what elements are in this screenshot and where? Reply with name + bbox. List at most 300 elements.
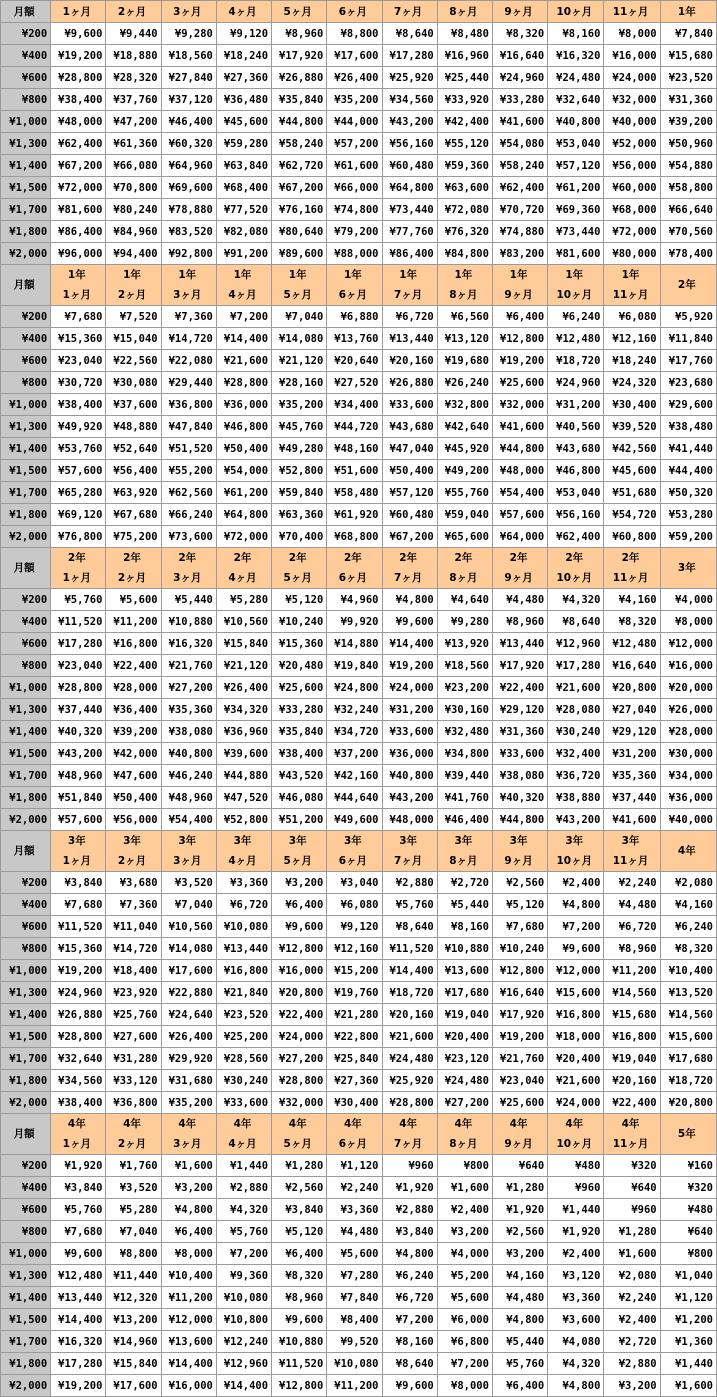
period-header (548, 265, 604, 306)
table-cell: ¥6,720 (382, 1287, 437, 1309)
table-cell: ¥1,600 (604, 1243, 660, 1265)
period-header-line: 3年 (67, 835, 86, 847)
table-row (1, 504, 717, 526)
period-header-line: 2ヶ月 (117, 5, 147, 18)
table-cell: ¥24,320 (604, 372, 660, 394)
table-cell: ¥12,320 (106, 1287, 161, 1309)
period-header (51, 1114, 106, 1155)
table-cell: ¥7,200 (382, 1309, 437, 1331)
table-cell: ¥21,600 (216, 350, 271, 372)
table-cell: ¥33,600 (492, 743, 547, 765)
table-cell: ¥15,040 (106, 328, 161, 350)
table-row (1, 416, 717, 438)
monthly-amount-header: 月額 (1, 831, 51, 872)
table-cell: ¥7,040 (106, 1221, 161, 1243)
table-row (1, 960, 717, 982)
period-header (106, 548, 161, 589)
period-header (272, 265, 327, 306)
table-row (1, 1287, 717, 1309)
table-cell: ¥28,800 (51, 67, 106, 89)
monthly-amount-label: ¥800 (1, 1221, 51, 1243)
table-cell: ¥34,560 (382, 89, 437, 111)
table-row (1, 199, 717, 221)
monthly-amount-label: ¥1,300 (1, 133, 51, 155)
period-header-line: 1年 (233, 269, 252, 281)
table-row (1, 1199, 717, 1221)
period-header-line: 1年 (677, 5, 696, 18)
period-header-line: 6ヶ月 (338, 1138, 368, 1150)
table-cell: ¥82,080 (216, 221, 271, 243)
period-header (327, 831, 382, 872)
table-cell: ¥43,200 (382, 787, 437, 809)
table-row (1, 155, 717, 177)
period-header-line: 2ヶ月 (117, 855, 147, 867)
table-cell: ¥40,000 (604, 111, 660, 133)
monthly-amount-label: ¥1,500 (1, 177, 51, 199)
table-cell: ¥57,600 (51, 809, 106, 831)
table-cell: ¥8,640 (382, 916, 437, 938)
table-cell: ¥32,400 (548, 743, 604, 765)
table-row (1, 699, 717, 721)
table-cell: ¥14,400 (51, 1309, 106, 1331)
table-cell: ¥81,600 (51, 199, 106, 221)
table-cell: ¥12,800 (492, 328, 547, 350)
table-cell: ¥28,160 (272, 372, 327, 394)
table-cell: ¥20,160 (604, 1070, 660, 1092)
table-cell: ¥61,200 (548, 177, 604, 199)
period-header (437, 1, 492, 23)
table-row (1, 67, 717, 89)
table-cell: ¥4,800 (161, 1199, 216, 1221)
table-cell: ¥28,560 (216, 1048, 271, 1070)
table-cell: ¥30,400 (327, 1092, 382, 1114)
period-header-line: 6ヶ月 (338, 5, 368, 18)
table-cell: ¥24,800 (327, 677, 382, 699)
table-cell: ¥60,000 (604, 177, 660, 199)
table-cell: ¥4,800 (382, 589, 437, 611)
table-cell: ¥80,240 (106, 199, 161, 221)
table-row (1, 1026, 717, 1048)
table-cell: ¥14,720 (161, 328, 216, 350)
table-cell: ¥20,160 (382, 350, 437, 372)
monthly-amount-label: ¥800 (1, 938, 51, 960)
period-header (161, 548, 216, 589)
table-cell: ¥1,920 (382, 1177, 437, 1199)
table-cell: ¥12,240 (216, 1331, 271, 1353)
table-cell: ¥46,400 (161, 111, 216, 133)
table-cell: ¥6,720 (604, 916, 660, 938)
table-cell: ¥58,240 (492, 155, 547, 177)
table-cell: ¥37,600 (106, 394, 161, 416)
table-cell: ¥19,040 (604, 1048, 660, 1070)
monthly-amount-label: ¥1,000 (1, 111, 51, 133)
table-cell: ¥2,080 (660, 872, 716, 894)
table-cell: ¥18,240 (216, 45, 271, 67)
table-cell: ¥14,400 (382, 960, 437, 982)
table-cell: ¥12,000 (548, 960, 604, 982)
table-cell: ¥7,200 (437, 1353, 492, 1375)
table-cell: ¥77,520 (216, 199, 271, 221)
table-cell: ¥96,000 (51, 243, 106, 265)
table-cell: ¥28,800 (272, 1070, 327, 1092)
period-header-line: 1ヶ月 (62, 289, 91, 301)
table-cell: ¥83,200 (492, 243, 547, 265)
table-cell: ¥24,000 (382, 677, 437, 699)
table-cell: ¥1,760 (106, 1155, 161, 1177)
table-cell: ¥56,160 (382, 133, 437, 155)
table-cell: ¥4,000 (660, 589, 716, 611)
table-cell: ¥48,960 (51, 765, 106, 787)
period-header (548, 548, 604, 589)
table-cell: ¥24,480 (382, 1048, 437, 1070)
monthly-amount-label: ¥1,800 (1, 1353, 51, 1375)
table-cell: ¥4,960 (327, 589, 382, 611)
period-header (51, 1, 106, 23)
table-cell: ¥64,800 (382, 177, 437, 199)
table-cell: ¥17,600 (327, 45, 382, 67)
table-cell: ¥31,280 (106, 1048, 161, 1070)
table-cell: ¥1,920 (548, 1221, 604, 1243)
period-header-line: 7ヶ月 (393, 5, 423, 18)
table-row (1, 1092, 717, 1114)
period-header-line: 9ヶ月 (504, 5, 533, 18)
table-cell: ¥30,720 (51, 372, 106, 394)
table-cell: ¥18,720 (548, 350, 604, 372)
table-cell: ¥15,360 (51, 938, 106, 960)
monthly-amount-label: ¥400 (1, 45, 51, 67)
monthly-amount-label: ¥600 (1, 1199, 51, 1221)
period-header-line: 5ヶ月 (283, 5, 312, 18)
table-cell: ¥3,200 (604, 1375, 660, 1397)
table-cell: ¥14,400 (216, 1375, 271, 1397)
table-cell: ¥61,600 (327, 155, 382, 177)
period-header-line: 4ヶ月 (228, 572, 257, 584)
table-cell: ¥10,880 (272, 1331, 327, 1353)
table-cell: ¥67,200 (382, 526, 437, 548)
table-cell: ¥30,080 (106, 372, 161, 394)
table-cell: ¥49,920 (51, 416, 106, 438)
period-header (660, 831, 716, 872)
table-cell: ¥31,200 (548, 394, 604, 416)
period-header (548, 831, 604, 872)
table-cell: ¥6,880 (327, 306, 382, 328)
table-cell: ¥9,600 (548, 938, 604, 960)
table-row (1, 1004, 717, 1026)
period-header (216, 1, 271, 23)
monthly-amount-label: ¥1,300 (1, 1265, 51, 1287)
section-header-row (1, 1114, 717, 1155)
table-cell: ¥8,000 (604, 23, 660, 45)
table-cell: ¥22,400 (604, 1092, 660, 1114)
table-cell: ¥74,880 (492, 221, 547, 243)
table-cell: ¥9,520 (327, 1331, 382, 1353)
table-cell: ¥60,480 (382, 504, 437, 526)
table-cell: ¥1,280 (492, 1177, 547, 1199)
table-cell: ¥4,800 (548, 1375, 604, 1397)
table-cell: ¥29,600 (660, 394, 716, 416)
table-cell: ¥3,360 (216, 872, 271, 894)
table-cell: ¥17,280 (382, 45, 437, 67)
table-cell: ¥17,920 (492, 655, 547, 677)
table-cell: ¥2,080 (604, 1265, 660, 1287)
table-cell: ¥2,880 (216, 1177, 271, 1199)
table-cell: ¥6,560 (437, 306, 492, 328)
period-header (106, 1, 161, 23)
period-header (660, 548, 716, 589)
table-cell: ¥17,680 (437, 982, 492, 1004)
table-cell: ¥4,320 (548, 589, 604, 611)
table-cell: ¥56,400 (106, 460, 161, 482)
table-cell: ¥48,000 (51, 111, 106, 133)
period-header-line: 2ヶ月 (117, 289, 147, 301)
period-header (327, 1, 382, 23)
table-cell: ¥31,360 (492, 721, 547, 743)
monthly-amount-label: ¥1,500 (1, 1026, 51, 1048)
table-cell: ¥8,000 (437, 1375, 492, 1397)
table-cell: ¥11,520 (272, 1353, 327, 1375)
table-cell: ¥24,480 (437, 1070, 492, 1092)
period-header (604, 1, 660, 23)
table-cell: ¥3,200 (272, 872, 327, 894)
monthly-amount-label: ¥1,000 (1, 677, 51, 699)
table-cell: ¥50,400 (382, 460, 437, 482)
table-cell: ¥2,880 (382, 872, 437, 894)
table-cell: ¥33,120 (106, 1070, 161, 1092)
table-cell: ¥27,360 (216, 67, 271, 89)
period-header-line: 4年 (178, 1118, 197, 1130)
table-cell: ¥47,040 (382, 438, 437, 460)
table-cell: ¥28,800 (51, 1026, 106, 1048)
period-header-line: 1年 (344, 269, 362, 281)
table-cell: ¥37,760 (106, 89, 161, 111)
table-cell: ¥11,200 (327, 1375, 382, 1397)
table-cell: ¥14,080 (161, 938, 216, 960)
table-cell: ¥8,320 (660, 938, 716, 960)
table-cell: ¥2,560 (272, 1177, 327, 1199)
table-cell: ¥38,400 (51, 89, 106, 111)
monthly-amount-label: ¥600 (1, 916, 51, 938)
table-cell: ¥3,120 (548, 1265, 604, 1287)
table-cell: ¥23,040 (51, 350, 106, 372)
table-cell: ¥60,800 (604, 526, 660, 548)
table-cell: ¥18,240 (604, 350, 660, 372)
table-cell: ¥16,800 (604, 1026, 660, 1048)
period-header-line: 3年 (288, 835, 307, 847)
table-cell: ¥25,600 (492, 372, 547, 394)
table-cell: ¥19,040 (437, 1004, 492, 1026)
table-cell: ¥4,080 (548, 1331, 604, 1353)
table-cell: ¥34,320 (216, 699, 271, 721)
table-cell: ¥37,440 (604, 787, 660, 809)
table-cell: ¥7,680 (492, 916, 547, 938)
table-cell: ¥59,280 (216, 133, 271, 155)
table-cell: ¥26,400 (216, 677, 271, 699)
monthly-amount-label: ¥2,000 (1, 526, 51, 548)
table-cell: ¥17,920 (492, 1004, 547, 1026)
table-cell: ¥17,680 (660, 1048, 716, 1070)
monthly-amount-label: ¥1,300 (1, 982, 51, 1004)
table-cell: ¥17,760 (660, 350, 716, 372)
table-cell: ¥34,000 (660, 765, 716, 787)
period-header-line: 11ヶ月 (612, 1138, 649, 1150)
table-cell: ¥32,640 (51, 1048, 106, 1070)
table-cell: ¥9,120 (327, 916, 382, 938)
table-cell: ¥46,240 (161, 765, 216, 787)
table-cell: ¥4,320 (548, 1353, 604, 1375)
table-cell: ¥42,000 (106, 743, 161, 765)
table-cell: ¥59,360 (437, 155, 492, 177)
table-cell: ¥69,360 (548, 199, 604, 221)
table-cell: ¥6,400 (492, 306, 547, 328)
monthly-amount-label: ¥2,000 (1, 243, 51, 265)
table-cell: ¥94,400 (106, 243, 161, 265)
table-cell: ¥26,000 (660, 699, 716, 721)
table-cell: ¥38,480 (660, 416, 716, 438)
table-cell: ¥480 (660, 1199, 716, 1221)
period-header (604, 265, 660, 306)
table-cell: ¥3,200 (492, 1243, 547, 1265)
monthly-amount-label: ¥600 (1, 350, 51, 372)
table-cell: ¥6,240 (548, 306, 604, 328)
period-header-line: 3年 (565, 835, 584, 847)
table-cell: ¥14,400 (382, 633, 437, 655)
table-cell: ¥43,200 (548, 809, 604, 831)
table-cell: ¥7,200 (216, 1243, 271, 1265)
table-row (1, 177, 717, 199)
table-cell: ¥10,800 (216, 1309, 271, 1331)
period-header-line: 4年 (509, 1118, 528, 1130)
table-cell: ¥12,160 (604, 328, 660, 350)
table-row (1, 655, 717, 677)
table-cell: ¥33,600 (382, 721, 437, 743)
table-cell: ¥3,360 (548, 1287, 604, 1309)
table-cell: ¥72,000 (51, 177, 106, 199)
table-cell: ¥22,400 (272, 1004, 327, 1026)
table-row (1, 328, 717, 350)
table-cell: ¥45,600 (216, 111, 271, 133)
period-header-line: 2年 (233, 552, 252, 564)
table-cell: ¥48,880 (106, 416, 161, 438)
period-header (106, 831, 161, 872)
table-cell: ¥33,600 (216, 1092, 271, 1114)
monthly-amount-label: ¥1,000 (1, 394, 51, 416)
table-cell: ¥1,920 (51, 1155, 106, 1177)
table-row (1, 306, 717, 328)
period-header-line: 1年 (399, 269, 418, 281)
table-cell: ¥10,080 (216, 1287, 271, 1309)
period-header-line: 4年 (454, 1118, 473, 1130)
table-cell: ¥9,600 (272, 1309, 327, 1331)
period-header-line: 5ヶ月 (283, 289, 312, 301)
table-cell: ¥4,480 (604, 894, 660, 916)
table-cell: ¥65,600 (437, 526, 492, 548)
table-cell: ¥19,200 (51, 960, 106, 982)
table-cell: ¥16,800 (216, 960, 271, 982)
period-header-line: 5年 (677, 1128, 696, 1140)
table-cell: ¥320 (660, 1177, 716, 1199)
table-cell: ¥21,120 (216, 655, 271, 677)
table-cell: ¥38,400 (272, 743, 327, 765)
table-cell: ¥29,920 (161, 1048, 216, 1070)
table-cell: ¥52,640 (106, 438, 161, 460)
table-cell: ¥2,560 (492, 1221, 547, 1243)
table-row (1, 1221, 717, 1243)
period-header (548, 1, 604, 23)
table-cell: ¥24,640 (161, 1004, 216, 1026)
table-cell: ¥16,000 (161, 1375, 216, 1397)
table-row (1, 677, 717, 699)
table-cell: ¥35,200 (161, 1092, 216, 1114)
table-cell: ¥800 (660, 1243, 716, 1265)
table-cell: ¥33,600 (382, 394, 437, 416)
period-header-line: 2年 (67, 552, 86, 564)
table-cell: ¥50,400 (216, 438, 271, 460)
table-cell: ¥8,960 (272, 1287, 327, 1309)
table-row (1, 1265, 717, 1287)
period-header (437, 548, 492, 589)
table-cell: ¥35,360 (161, 699, 216, 721)
table-cell: ¥17,920 (272, 45, 327, 67)
table-cell: ¥6,800 (437, 1331, 492, 1353)
period-header (51, 548, 106, 589)
table-cell: ¥11,520 (382, 938, 437, 960)
table-cell: ¥22,400 (492, 677, 547, 699)
table-row (1, 1243, 717, 1265)
period-header (161, 265, 216, 306)
table-cell: ¥11,200 (106, 611, 161, 633)
table-cell: ¥51,520 (161, 438, 216, 460)
table-row (1, 45, 717, 67)
table-cell: ¥47,600 (106, 765, 161, 787)
table-cell: ¥8,960 (492, 611, 547, 633)
table-cell: ¥61,920 (327, 504, 382, 526)
table-cell: ¥43,520 (272, 765, 327, 787)
table-cell: ¥5,120 (492, 894, 547, 916)
table-cell: ¥43,200 (382, 111, 437, 133)
period-header (327, 548, 382, 589)
table-cell: ¥13,120 (437, 328, 492, 350)
table-row (1, 916, 717, 938)
period-header (51, 831, 106, 872)
table-cell: ¥19,200 (51, 1375, 106, 1397)
table-cell: ¥28,800 (382, 1092, 437, 1114)
table-cell: ¥21,760 (161, 655, 216, 677)
period-header (382, 548, 437, 589)
table-cell: ¥8,320 (272, 1265, 327, 1287)
table-cell: ¥48,000 (382, 809, 437, 831)
table-cell: ¥9,360 (216, 1265, 271, 1287)
table-row (1, 611, 717, 633)
monthly-amount-label: ¥1,800 (1, 504, 51, 526)
table-cell: ¥5,760 (382, 894, 437, 916)
table-cell: ¥11,840 (660, 328, 716, 350)
table-row (1, 1353, 717, 1375)
table-cell: ¥20,640 (327, 350, 382, 372)
table-cell: ¥50,320 (660, 482, 716, 504)
table-cell: ¥39,200 (106, 721, 161, 743)
table-cell: ¥27,600 (106, 1026, 161, 1048)
table-cell: ¥12,480 (604, 633, 660, 655)
table-row (1, 526, 717, 548)
monthly-amount-label: ¥1,400 (1, 1287, 51, 1309)
monthly-amount-header: 月額 (1, 265, 51, 306)
period-header-line: 6ヶ月 (338, 289, 368, 301)
table-cell: ¥35,200 (272, 394, 327, 416)
table-cell: ¥13,520 (660, 982, 716, 1004)
period-header (437, 831, 492, 872)
table-cell: ¥57,120 (548, 155, 604, 177)
table-cell: ¥72,000 (216, 526, 271, 548)
